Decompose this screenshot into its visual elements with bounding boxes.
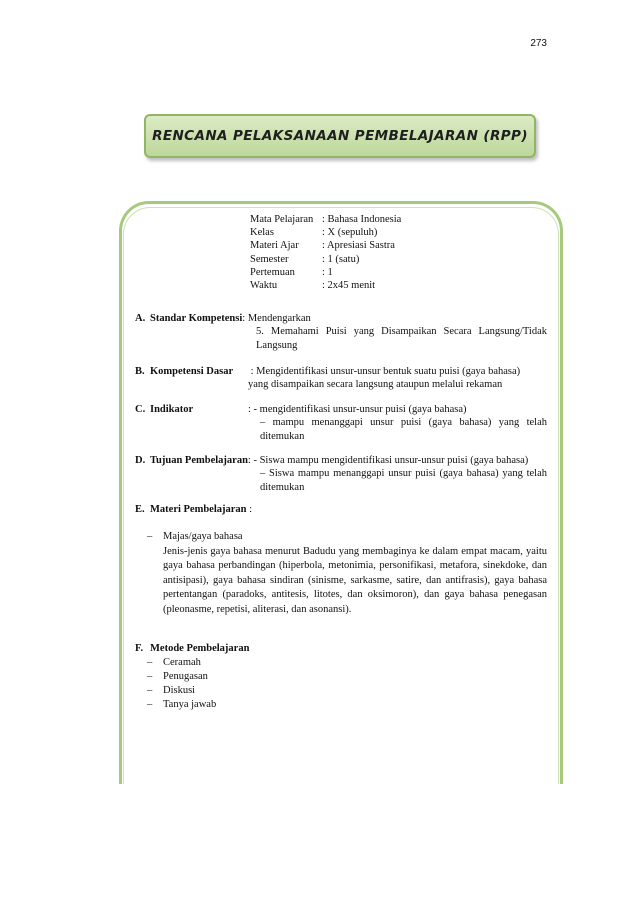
list-item bbox=[135, 684, 249, 698]
section-letter: A. bbox=[135, 313, 146, 324]
metode-list bbox=[135, 656, 249, 712]
section-kompetensi-dasar bbox=[135, 365, 547, 392]
materi-heading: Majas/gaya bahasa bbox=[163, 531, 243, 542]
bullet-dash: – bbox=[147, 531, 153, 542]
info-row bbox=[250, 266, 401, 279]
info-label: Materi Ajar bbox=[250, 240, 299, 252]
section-detail: 5. Memahami Puisi yang Disampaikan Secara Langsung/Tidak Langsung bbox=[256, 326, 547, 351]
list-item bbox=[135, 698, 249, 712]
section-text: : - mengidentifikasi unsur-unsur puisi (gaya bahasa) bbox=[248, 404, 467, 415]
section-title: Metode Pembelajaran bbox=[150, 643, 250, 654]
section-text: : bbox=[246, 504, 253, 515]
info-label: Mata Pelajaran bbox=[250, 214, 314, 225]
section-title: Tujuan Pembelajaran bbox=[150, 455, 248, 466]
section-title: Standar Kompetensi bbox=[150, 313, 243, 324]
list-item bbox=[135, 656, 249, 670]
info-row bbox=[250, 213, 401, 226]
bullet-dash: – bbox=[147, 699, 153, 710]
section-letter: D. bbox=[135, 455, 146, 466]
section-indikator bbox=[135, 403, 547, 443]
section-standar-kompetensi bbox=[135, 312, 547, 352]
materi-content bbox=[147, 530, 547, 618]
title-banner bbox=[144, 114, 536, 158]
section-title: Materi Pembelajaran bbox=[150, 504, 247, 515]
materi-body: Jenis-jenis gaya bahasa menurut Badudu yang membaginya ke dalam empat macam, yaitu gaya bahasa perbandingan (hiperbola, metonimia, personifikasi, metafora, sinekdoke, dan antisipasi), gaya bahasa sindiran (sinisme, sarkasme, satire, dan antifrasis), gaya bahasa pertentangan (paradoks, antitesis, litotes, dan oksimoron), dan gaya bahasa penegasan (pleonasme, repetisi, aliterasi, dan asonansi). bbox=[163, 545, 547, 615]
list-item bbox=[135, 670, 249, 684]
list-item-text: Diskusi bbox=[163, 685, 196, 696]
info-label: Kelas bbox=[250, 227, 274, 239]
section-text: : - Siswa mampu mengidentifikasi unsur-unsur puisi (gaya bahasa) bbox=[247, 455, 529, 466]
info-row bbox=[250, 239, 401, 252]
section-text: : Mendengarkan bbox=[242, 313, 311, 324]
bullet-dash: – bbox=[147, 657, 153, 668]
info-value: : 1 bbox=[322, 266, 333, 278]
subject-info bbox=[250, 213, 401, 292]
section-letter: C. bbox=[135, 404, 146, 415]
info-row bbox=[250, 279, 401, 292]
info-value: : Apresiasi Sastra bbox=[322, 240, 395, 252]
bullet-dash: – bbox=[147, 685, 153, 696]
list-item-text: Ceramah bbox=[163, 657, 201, 668]
page-number: 273 bbox=[530, 38, 547, 49]
section-detail: yang disampaikan secara langsung ataupun melalui rekaman bbox=[248, 379, 503, 391]
info-value: : 1 (satu) bbox=[322, 253, 360, 265]
info-value: : Bahasa Indonesia bbox=[322, 214, 402, 225]
section-materi-pembelajaran bbox=[135, 503, 547, 516]
section-tujuan-pembelajaran bbox=[135, 454, 547, 494]
section-text: : Mengidentifikasi unsur-unsur bentuk suatu puisi (gaya bahasa) bbox=[248, 366, 521, 377]
info-value: : X (sepuluh) bbox=[322, 227, 378, 239]
info-label: Pertemuan bbox=[250, 266, 295, 278]
section-title: Kompetensi Dasar bbox=[150, 366, 234, 377]
section-title: Indikator bbox=[150, 404, 194, 415]
info-row bbox=[250, 226, 401, 239]
section-letter: B. bbox=[135, 366, 145, 377]
section-detail: – mampu menanggapi unsur puisi (gaya bahasa) yang telah ditemukan bbox=[260, 417, 547, 442]
section-letter: F. bbox=[135, 643, 144, 654]
info-value: : 2x45 menit bbox=[322, 280, 376, 292]
info-label: Waktu bbox=[250, 280, 278, 292]
info-row bbox=[250, 253, 401, 266]
section-letter: E. bbox=[135, 504, 145, 515]
section-detail: – Siswa mampu menanggapi unsur puisi (gaya bahasa) yang telah ditemukan bbox=[260, 468, 547, 493]
list-item-text: Tanya jawab bbox=[163, 699, 217, 710]
bullet-dash: – bbox=[147, 671, 153, 682]
list-item-text: Penugasan bbox=[163, 671, 208, 682]
section-metode-pembelajaran bbox=[135, 642, 249, 712]
page-title: RENCANA PELAKSANAAN PEMBELAJARAN (RPP) bbox=[152, 128, 528, 144]
info-label: Semester bbox=[250, 253, 289, 265]
